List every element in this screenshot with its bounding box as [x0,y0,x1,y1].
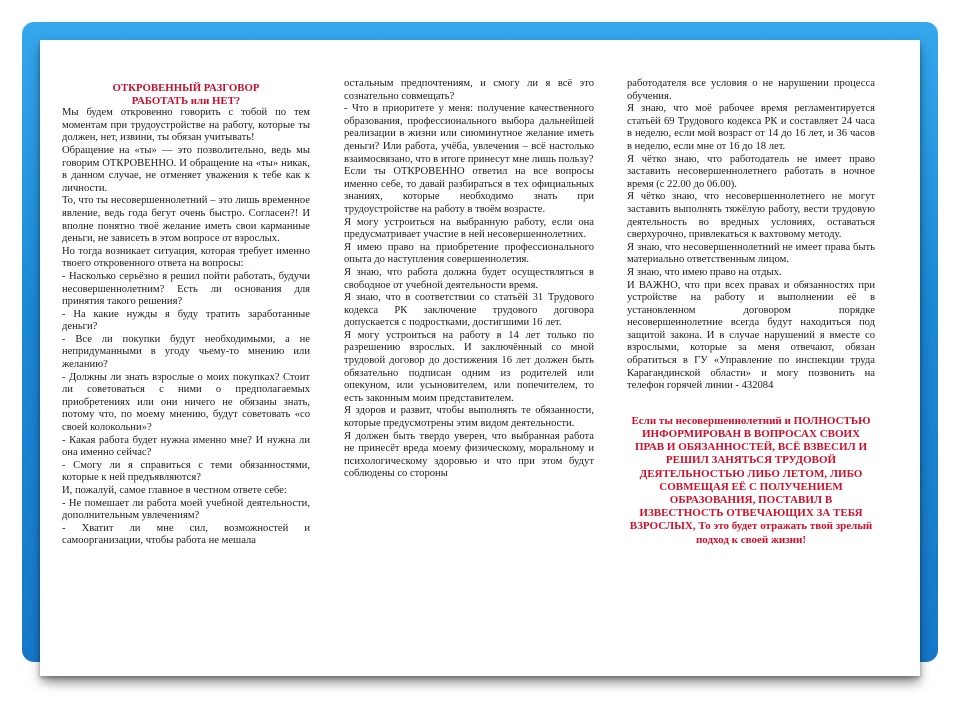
question-item: - Что в приоритете у меня: получение качественного образования, профессионального выбора дальнейшей реализации в жизни или сиюминутное желание иметь деньги? Или работа, учёба, увлечения – всё настолько взаимосвязано, что в итоге принесут мне лишь пользу? [344,103,594,165]
question-item: - Не помешает ли работа моей учебной деятельности, дополнительным увлечениям? [62,497,310,522]
rights-statement: Я знаю, что в соответствии со статьёй 31 Трудового кодекса РК заключение трудового договора допускается с подростками, достигшими 16 лет. [344,292,594,329]
important-note: И ВАЖНО, что при всех правах и обязанностях при устройстве на работу и выполнении её в установленном договором порядке несовершеннолетние всегда будут находиться под защитой закона. И в случае нарушений я вместе со взрослыми, которые за меня отвечают, обязан обратиться в ГУ «Управление по инспекции труда Карагандинской области» и могу позвонить на телефон горячей линии - 432084 [627,279,875,392]
paragraph: Мы будем откровенно говорить с тобой по тем моментам при трудоустройстве на работу, которые ты должен, нет, извини, ты обязан учитывать! [62,107,310,144]
rights-statement: Я имею право на приобретение профессионального опыта до наступления совершеннолетия. [344,241,594,266]
rights-statement: Я могу устроиться на работу в 14 лет только по разрешению взрослых. И заключённый со мной трудовой договор до достижения 16 лет должен быть обязательно подписан одним из родителей или опекуном, или усыновителем, или попечителем, то есть законным моим представителем. [344,329,594,404]
document-title-line-2: РАБОТАТЬ или НЕТ? [131,94,241,107]
closing-statement: Если ты несовершеннолетний и ПОЛНОСТЬЮ ИНФОРМИРОВАН В ВОПРОСАХ СВОИХ ПРАВ И ОБЯЗАННОСТЕЙ, ВСЁ ВЗВЕСИЛ И РЕШИЛ ЗАНЯТЬСЯ ТРУДОВОЙ ДЕЯТЕЛЬНОСТЬЮ ЛИБО ЛЕТОМ, ЛИБО СОВМЕЩАЯ ЕЁ С ПОЛУЧЕНИЕМ ОБРАЗОВАНИЯ, ПОСТАВИЛ В ИЗВЕСТНОСТЬ ОТВЕЧАЮЩИХ ЗА ТЕБЯ ВЗРОСЛЫХ, То это будет отражать твой зрелый подход к своей жизни! [629,414,873,546]
paragraph: работодателя все условия о не нарушении процесса обучения. [627,78,875,102]
question-item: - Какая работа будет нужна именно мне? И нужна ли она именно сейчас? [62,434,310,459]
question-item: - Смогу ли я справиться с теми обязанностями, которые к ней предъявляются? [62,459,310,484]
paragraph: И, пожалуй, самое главное в честном ответе себе: [62,485,287,496]
rights-statement: Я могу устроиться на выбранную работу, если она предусматривает участие в ней несовершеннолетних. [344,216,594,241]
question-item: - Хватит ли мне сил, возможностей и самоорганизации, чтобы работа не мешала [62,522,310,547]
rights-statement: Я чётко знаю, что несовершеннолетнего не могут заставить выполнять тяжёлую работу, вести трудовую деятельность во вредных условиях, оставаться сверхурочно, привлекаться к вахтовому методу. [627,191,875,241]
column-2 [344,78,594,481]
paragraph: Обращение на «ты» — это позволительно, ведь мы говорим ОТКРОВЕННО. И обращение на «ты» никак, в данном случае, не отменяет уважения к тебе как к личности. [62,144,310,194]
rights-statement: Я чётко знаю, что работодатель не имеет право заставить несовершеннолетнего работать в ночное время (с 22.00 до 06.00). [627,153,875,190]
rights-statement: Я должен быть твердо уверен, что выбранная работа не принесёт вреда моему физическому, моральному и психологическому здоровью и что при этом будут соблюдены со стороны [344,430,594,480]
question-item: - Должны ли знать взрослые о моих покупках? Стоит ли советоваться с ними о предполагаемых приобретениях или они ничего не обязаны знать, потому что, по моему мнению, будут советовать «со своей колокольни»? [62,371,310,434]
question-item: - На какие нужды я буду тратить заработанные деньги? [62,308,310,333]
question-item: - Все ли покупки будут необходимыми, а не непридуманными в угоду чьему-то мнению или желанию? [62,333,310,371]
paragraph: Но тогда возникает ситуация, которая требует именно твоего откровенного ответа на вопросы: [62,245,310,270]
document-page [40,40,920,676]
question-item: - Насколько серьёзно я решил пойти работать, будучи несовершеннолетним? Есть ли основания для принятия такого решения? [62,270,310,308]
column-3 [627,78,875,547]
document-title-line-1: ОТКРОВЕННЫЙ РАЗГОВОР [112,82,260,94]
paragraph: Если ты ОТКРОВЕННО ответил на все вопросы именно себе, то давай разбираться в тех официальных знаниях, которые необходимо знать при трудоустройстве на работу в твоём возрасте. [344,166,594,215]
paragraph: То, что ты несовершеннолетний – это лишь временное явление, ведь года бегут очень быстро. Согласен?! И вполне понятно твоё желание иметь свои карманные деньги, не зависеть в этом вопросе от взрослых. [62,195,310,245]
rights-statement: Я знаю, что моё рабочее время регламентируется статьёй 69 Трудового кодекса РК и составляет 24 часа в неделю, если мой возраст от 14 до 16 лет, и 36 часов в неделю, если мне от 16 до 18 лет. [627,103,875,152]
rights-statement: Я знаю, что несовершеннолетний не имеет права быть материально ответственным лицом. [627,241,875,266]
rights-statement: Я знаю, что имею право на отдых. [627,266,782,278]
rights-statement: Я здоров и развит, чтобы выполнять те обязанности, которые предусмотрены этим видом деятельности. [344,405,594,430]
column-1 [62,82,310,548]
rights-statement: Я знаю, что работа должна будет осуществляться в свободное от учебной деятельности время. [344,266,594,291]
paragraph: остальным предпочтениям, и смогу ли я всё это сознательно совмещать? [344,78,594,102]
